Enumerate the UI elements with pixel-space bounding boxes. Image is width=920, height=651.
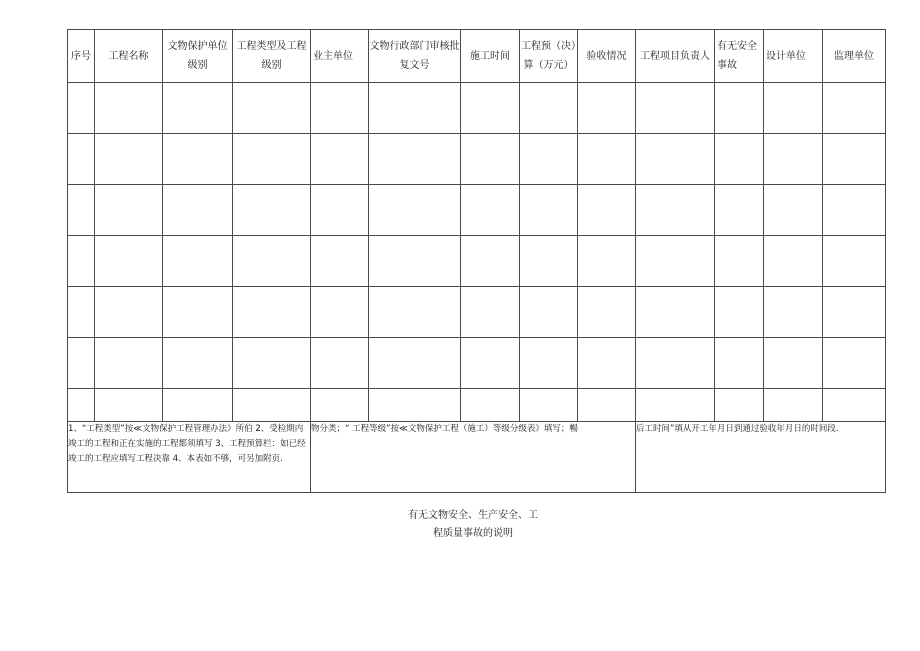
table-cell (233, 134, 311, 185)
table-cell (233, 83, 311, 134)
table-cell (715, 287, 764, 338)
table-cell (823, 287, 886, 338)
table-cell (578, 338, 636, 389)
caption-line: 有无文物安全、生产安全、工 (408, 510, 538, 521)
table-cell (461, 236, 520, 287)
table-cell (68, 287, 95, 338)
table-cell (311, 338, 369, 389)
table-cell (311, 134, 369, 185)
header-cell: 文物保护单位级别 (163, 30, 233, 83)
table-cell (95, 83, 163, 134)
header-cell: 文物行政部门审核批复文号 (369, 30, 461, 83)
table-cell (461, 389, 520, 422)
table-cell (520, 236, 578, 287)
table-cell (461, 83, 520, 134)
table-cell (461, 338, 520, 389)
table-cell (578, 236, 636, 287)
table-cell (68, 389, 95, 422)
table-cell (163, 287, 233, 338)
table-cell (823, 185, 886, 236)
table-cell (369, 134, 461, 185)
table-cell (823, 236, 886, 287)
table-cell (520, 389, 578, 422)
table-cell (578, 389, 636, 422)
table-cell (520, 338, 578, 389)
header-cell: 施工时间 (461, 30, 520, 83)
table-cell (764, 83, 823, 134)
project-table (67, 29, 886, 493)
header-cell: 监理单位 (823, 30, 886, 83)
header-cell: 工程预（决）算（万元） (520, 30, 578, 83)
table-cell (163, 134, 233, 185)
table-cell (233, 287, 311, 338)
table-cell (461, 185, 520, 236)
table-cell (233, 185, 311, 236)
table-cell (823, 134, 886, 185)
note-part-2: 物分类；“ 工程等级”按≪文物保护工程（施工）等级分级表》填写；暢 (311, 422, 636, 493)
table-cell (715, 338, 764, 389)
table-row (68, 185, 886, 236)
table-cell (311, 236, 369, 287)
table-row (68, 338, 886, 389)
table-cell (163, 338, 233, 389)
table-cell (311, 185, 369, 236)
note-part-3: 后工时间”填从开工年月日到通过验收年月日的时间段. (636, 422, 886, 493)
table-cell (369, 185, 461, 236)
table-cell (764, 236, 823, 287)
caption-line: 程质量事故的说明 (433, 528, 513, 539)
table-cell (369, 338, 461, 389)
table-cell (636, 389, 715, 422)
header-cell: 设计单位 (764, 30, 823, 83)
table-cell (715, 134, 764, 185)
table-cell (715, 185, 764, 236)
table-cell (95, 185, 163, 236)
table-cell (578, 134, 636, 185)
table-cell (163, 389, 233, 422)
table-cell (461, 134, 520, 185)
table-row (68, 287, 886, 338)
table-cell (233, 389, 311, 422)
table-cell (823, 338, 886, 389)
table-cell (636, 134, 715, 185)
table-cell (764, 338, 823, 389)
table-row (68, 236, 886, 287)
table-cell (95, 134, 163, 185)
header-cell: 验收情况 (578, 30, 636, 83)
table-cell (764, 287, 823, 338)
table-cell (163, 236, 233, 287)
table-cell (68, 236, 95, 287)
table-cell (636, 287, 715, 338)
table-cell (233, 338, 311, 389)
table-row (68, 134, 886, 185)
header-cell: 工程类型及工程级别 (233, 30, 311, 83)
table-cell (764, 185, 823, 236)
caption (398, 507, 548, 543)
notes-row (68, 422, 886, 493)
table-cell (520, 287, 578, 338)
table-cell (95, 287, 163, 338)
table-cell (68, 185, 95, 236)
table-cell (578, 185, 636, 236)
table-row (68, 389, 886, 422)
header-row (68, 30, 886, 83)
table-cell (461, 287, 520, 338)
table-cell (636, 236, 715, 287)
table-cell (311, 287, 369, 338)
table-cell (95, 236, 163, 287)
table-cell (520, 134, 578, 185)
table-cell (68, 83, 95, 134)
table-cell (369, 83, 461, 134)
table-cell (95, 338, 163, 389)
table-cell (715, 236, 764, 287)
table-cell (95, 389, 163, 422)
table-cell (163, 185, 233, 236)
table-cell (578, 287, 636, 338)
note-part-1: 1、“工程类型”按≪文物保护工程管理办法》所伯 2、受检期内竣工的工程和正在实施的工程都须填写 3、工程预算栏：如已经竣工的工程应填写工程决靠 4、本表如不够，可另加附页. (68, 422, 311, 493)
table-cell (369, 236, 461, 287)
table-cell (823, 83, 886, 134)
table-cell (636, 338, 715, 389)
table-cell (578, 83, 636, 134)
table-cell (369, 389, 461, 422)
table-cell (715, 83, 764, 134)
table-cell (520, 185, 578, 236)
table-cell (311, 389, 369, 422)
header-cell: 工程项目负责人 (636, 30, 715, 83)
table-cell (68, 338, 95, 389)
table-cell (764, 134, 823, 185)
table-cell (636, 83, 715, 134)
table-cell (233, 236, 311, 287)
header-cell: 业主单位 (311, 30, 369, 83)
header-cell: 工程名称 (95, 30, 163, 83)
header-cell: 序号 (68, 30, 95, 83)
table-cell (636, 185, 715, 236)
table-cell (764, 389, 823, 422)
table-cell (823, 389, 886, 422)
table-cell (715, 389, 764, 422)
table-cell (311, 83, 369, 134)
table-row (68, 83, 886, 134)
table-cell (369, 287, 461, 338)
table-cell (520, 83, 578, 134)
table-cell (68, 134, 95, 185)
table-cell (163, 83, 233, 134)
header-cell: 有无安全事故 (715, 30, 764, 83)
